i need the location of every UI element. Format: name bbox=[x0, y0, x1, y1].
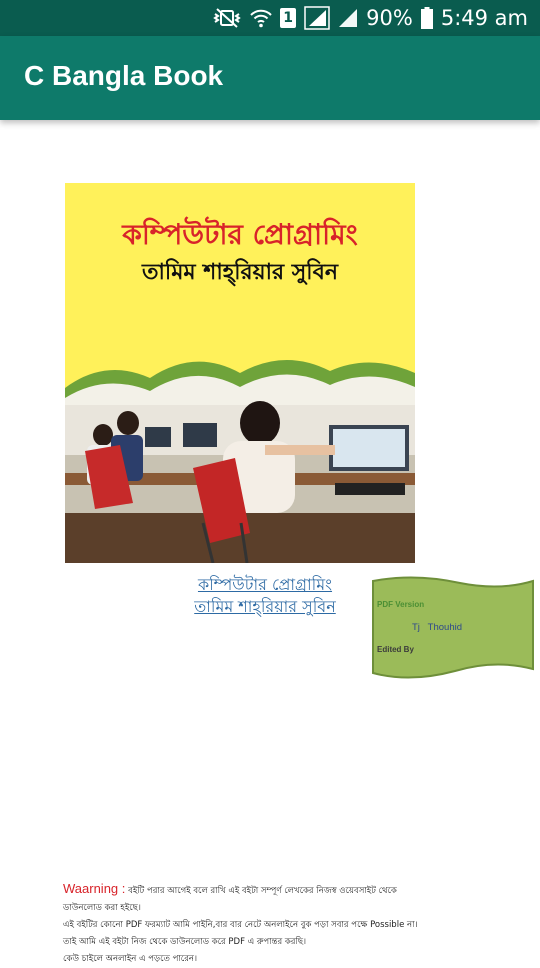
cover-author: তামিম শাহ্‌রিয়ার সুবিন bbox=[142, 260, 338, 285]
sim-slot-icon: 1 bbox=[280, 8, 296, 28]
warning-line-3: এই বইটির কোনো PDF ফরম্যাট আমি পাইনি,বার বার নেটে অনলাইনে বুক পড়া সবার পক্ষে Possible না। bbox=[63, 920, 418, 930]
pdf-version-badge bbox=[370, 575, 536, 685]
warning-line-5: কেউ চাইলে অনলাইন এ পড়তে পারেন। bbox=[63, 954, 198, 964]
book-cover-image[interactable] bbox=[65, 183, 415, 563]
warning-line-2: ডাউনলোড করা হইছে। bbox=[63, 903, 141, 913]
signal-sim2-icon bbox=[338, 8, 358, 28]
signal-sim1-icon bbox=[304, 6, 330, 30]
warning-line-4: তাই আমি এই বইটা নিজ থেকে ডাউনলোড করে PDF এ রুপান্তর করছি। bbox=[63, 937, 307, 947]
badge-pdf-version: PDF Version bbox=[377, 600, 425, 609]
battery-icon bbox=[421, 7, 433, 29]
cover-title: কম্পিউটার প্রোগ্রামিং bbox=[122, 218, 358, 251]
app-title: C Bangla Book bbox=[24, 60, 224, 91]
book-links bbox=[180, 574, 350, 618]
battery-percent: 90% bbox=[366, 6, 413, 30]
vibrate-mute-icon bbox=[212, 7, 242, 29]
warning-label: Waarning : bbox=[63, 881, 126, 896]
cover-classroom-photo bbox=[65, 183, 415, 563]
book-author-link[interactable]: তামিম শাহ্‌রিয়ার সুবিন bbox=[194, 597, 336, 616]
warning-note bbox=[63, 880, 503, 968]
wifi-icon bbox=[250, 7, 272, 29]
book-title-link[interactable]: কম্পিউটার প্রোগ্রামিং bbox=[197, 575, 333, 594]
clock: 5:49 am bbox=[440, 6, 528, 30]
badge-edited-by: Edited By bbox=[377, 645, 414, 654]
warning-line-1 bbox=[63, 880, 503, 900]
app-bar bbox=[0, 36, 540, 120]
badge-editor: Tj Thouhid bbox=[412, 622, 462, 633]
status-bar bbox=[0, 0, 540, 36]
warning-text-1: বইটি পরার আগেই বলে রাখি এই বইটা সম্পূর্ণ লেখকের নিজস্ব ওয়েবসাইট থেকে bbox=[128, 886, 397, 896]
